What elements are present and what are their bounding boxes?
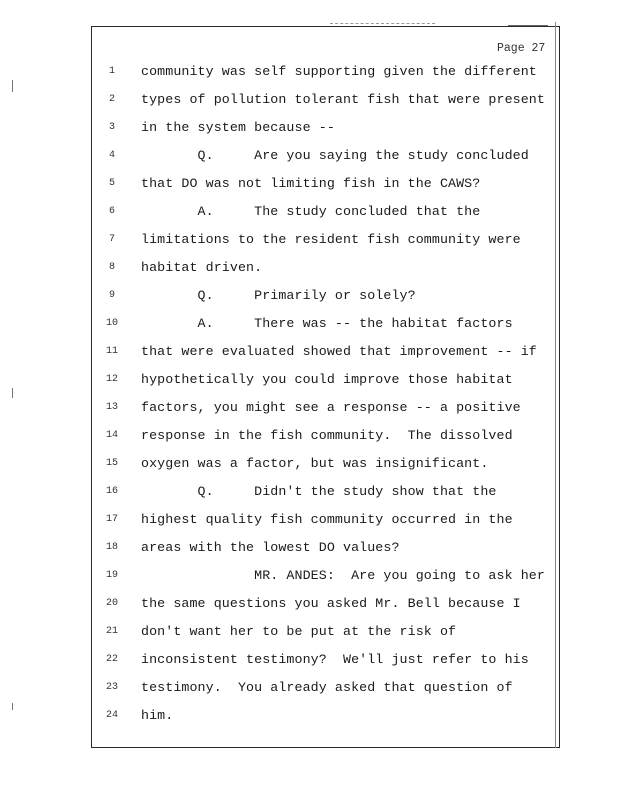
line-text: A. There was -- the habitat factors [141, 316, 513, 331]
transcript-line [0, 288, 560, 308]
transcript-line [0, 232, 560, 252]
line-text: MR. ANDES: Are you going to ask her [141, 568, 545, 583]
line-text: don't want her to be put at the risk of [141, 624, 457, 639]
line-number: 24 [105, 710, 118, 721]
line-text: types of pollution tolerant fish that were present [141, 92, 545, 107]
transcript-line [0, 176, 560, 196]
transcript-line [0, 64, 560, 84]
transcript-line [0, 680, 560, 700]
line-number: 11 [105, 346, 118, 357]
line-number: 14 [105, 430, 118, 441]
line-number: 8 [108, 262, 115, 273]
line-number: 18 [105, 542, 118, 553]
line-text: in the system because -- [141, 120, 335, 135]
line-text: habitat driven. [141, 260, 263, 275]
line-number: 15 [105, 458, 118, 469]
line-text: highest quality fish community occurred in the [141, 512, 513, 527]
transcript-line [0, 708, 560, 728]
line-number: 2 [108, 94, 115, 105]
page-number: Page 27 [497, 42, 546, 55]
transcript-line [0, 428, 560, 448]
transcript-line [0, 456, 560, 476]
line-text: Q. Didn't the study show that the [141, 484, 497, 499]
line-text: response in the fish community. The dissolved [141, 428, 513, 443]
line-text: the same questions you asked Mr. Bell because I [141, 596, 521, 611]
transcript-line [0, 260, 560, 280]
line-text: Q. Primarily or solely? [141, 288, 416, 303]
line-text: A. The study concluded that the [141, 204, 481, 219]
line-number: 3 [108, 122, 115, 133]
transcript-line [0, 400, 560, 420]
transcript-line [0, 652, 560, 672]
line-text: inconsistent testimony? We'll just refer to his [141, 652, 529, 667]
transcript-line [0, 344, 560, 364]
transcript-line [0, 568, 560, 588]
line-number: 7 [108, 234, 115, 245]
line-number: 23 [105, 682, 118, 693]
line-number: 17 [105, 514, 118, 525]
line-text: him. [141, 708, 174, 723]
line-number: 13 [105, 402, 118, 413]
line-text: community was self supporting given the different [141, 64, 537, 79]
transcript-line [0, 624, 560, 644]
line-number: 4 [108, 150, 115, 161]
transcript-line [0, 148, 560, 168]
transcript-line [0, 120, 560, 140]
line-number: 9 [108, 290, 115, 301]
line-number: 21 [105, 626, 118, 637]
transcript-line [0, 540, 560, 560]
transcript-line [0, 372, 560, 392]
line-number: 19 [105, 570, 118, 581]
line-text: limitations to the resident fish community were [141, 232, 521, 247]
line-text: that were evaluated showed that improvement -- if [141, 344, 537, 359]
transcript-line [0, 512, 560, 532]
line-text: factors, you might see a response -- a positive [141, 400, 521, 415]
transcript-line [0, 316, 560, 336]
line-number: 1 [108, 66, 115, 77]
line-text: Q. Are you saying the study concluded [141, 148, 529, 163]
line-number: 6 [108, 206, 115, 217]
scan-artifact-top [330, 23, 435, 25]
line-number: 12 [105, 374, 118, 385]
line-text: areas with the lowest DO values? [141, 540, 400, 555]
transcript-line [0, 484, 560, 504]
line-number: 16 [105, 486, 118, 497]
line-text: testimony. You already asked that question of [141, 680, 513, 695]
line-text: that DO was not limiting fish in the CAWS? [141, 176, 481, 191]
transcript-line [0, 596, 560, 616]
line-text: hypothetically you could improve those habitat [141, 372, 513, 387]
transcript-line [0, 204, 560, 224]
line-number: 22 [105, 654, 118, 665]
line-number: 10 [105, 318, 118, 329]
line-number: 5 [108, 178, 115, 189]
line-text: oxygen was a factor, but was insignificant. [141, 456, 489, 471]
transcript-line [0, 92, 560, 112]
line-number: 20 [105, 598, 118, 609]
